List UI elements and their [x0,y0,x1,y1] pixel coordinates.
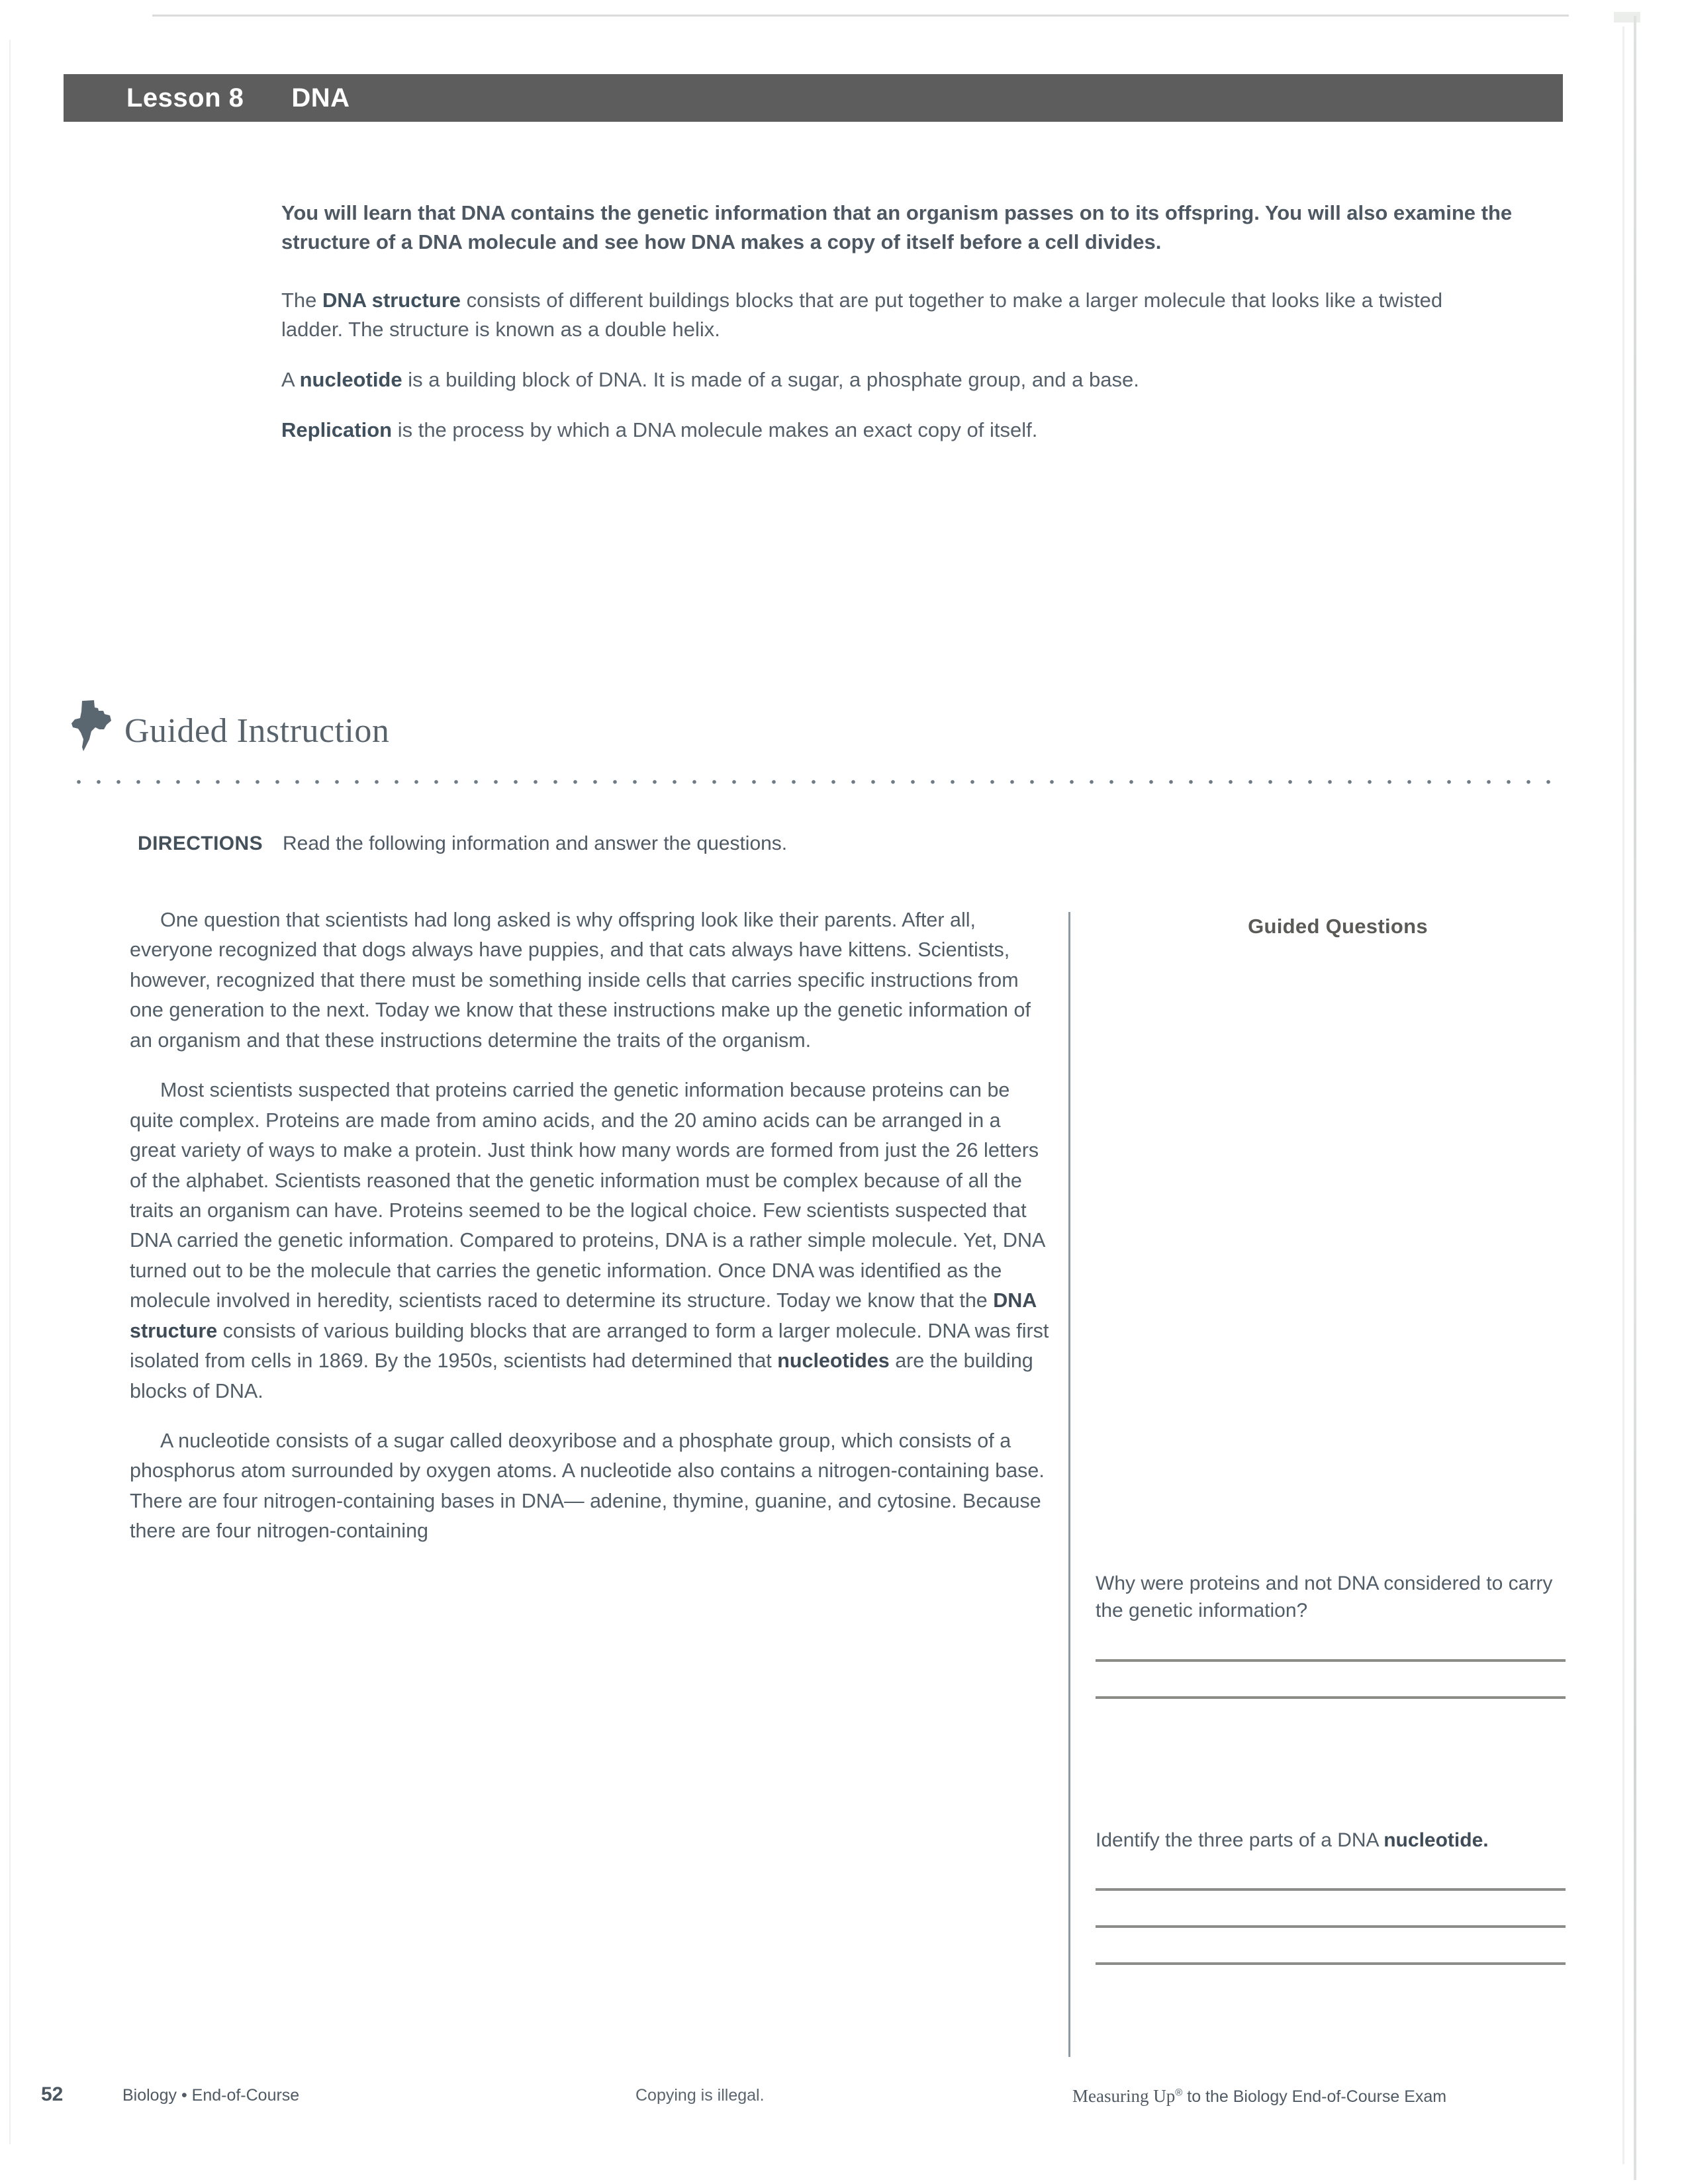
intro-block [281,199,1532,466]
lesson-banner [64,74,1563,122]
passage-paragraph-1: One question that scientists had long asked is why offspring look like their parents. After all, everyone recognized that dogs always have puppies, and that cats always have kittens. Scientists, however, recognized that there must be something inside cells that carries specific instructions from one generation to the next. Today we know that these instructions make up the genetic information of an organism and that these instructions determine the traits of the organism. [130,909,1031,1052]
guided-question-2 [1096,1827,1566,1965]
definition-dna-structure [281,286,1460,344]
def-term-nucleotide: nucleotide [299,368,402,392]
directions-row [138,833,787,855]
p2-part-b: consists of various building blocks that are arranged to form a larger molecule. DNA was first isolated from cells in 1869. By the 1950s, scientists had determined that [130,1319,1049,1373]
p2-bold-nucleotides: nucleotides [777,1349,890,1373]
def-lead-1: The [281,289,323,312]
p2-part-c: are the building blocks of DNA. [130,1349,1033,1402]
answer-line-q2-2[interactable] [1096,1925,1566,1928]
def-term-dna-structure: DNA structure [322,289,461,312]
guided-instruction-header [71,698,389,752]
passage-paragraph-3: A nucleotide consists of a sugar called deoxyribose and a phosphate group, which consists of a phosphorus atom surrounded by oxygen atoms. A nucleotide also contains a nitrogen-containing base. There are four nitrogen-containing bases in DNA— adenine, thymine, guanine, and cytosine. Because there are four nitrogen-containing [130,1430,1045,1543]
guided-question-1 [1096,1570,1566,1699]
reading-passage [130,905,1050,1567]
definition-nucleotide [281,365,1460,394]
def-rest-3: is the process by which a DNA molecule makes an exact copy of itself. [392,418,1038,442]
guided-question-1-text: Why were proteins and not DNA considered to carry the genetic information? [1096,1572,1553,1622]
answer-line-q1-1[interactable] [1096,1659,1566,1662]
footer-brand-name: Measuring Up [1072,2086,1176,2106]
def-rest-2: is a building block of DNA. It is made of a sugar, a phosphate group, and a base. [402,368,1139,392]
directions-label: DIRECTIONS [138,833,263,854]
scan-edge-right-secondary [1622,26,1624,2164]
p2-part-a: Most scientists suspected that proteins carried the genetic information because proteins can be quite complex. Proteins are made from amino acids, and the 20 amino acids can be arranged in a great variety of ways to make a protein. Just think how many words are formed from just the 26 letters of the alphabet. Scientists reasoned that the genetic information must be complex because of all the traits an organism can have. Proteins seemed to be the logical choice. Few scientists suspected that DNA carried the genetic information. Compared to proteins, DNA is a rather simple molecule. Yet, DNA turned out to be the molecule that carries the genetic information. Once DNA was identified as the molecule involved in heredity, scientists raced to determine its structure. Today we know that the [130,1079,1045,1312]
scan-edge-top [152,15,1569,17]
lesson-number: Lesson 8 [126,83,244,113]
lesson-objective: You will learn that DNA contains the genetic information that an organism passes on to its offspring. You will also examine the structure of a DNA molecule and see how DNA makes a copy of itself before a cell divides. [281,201,1513,254]
footer-brand-line [1072,2086,1446,2107]
guided-questions-panel [1096,905,1566,938]
scan-corner-artifact [1614,12,1640,23]
guided-instruction-title: Guided Instruction [124,712,390,750]
page-footer [0,2083,1688,2116]
guided-question-2-text [1096,1827,1566,1854]
gq2-bold-nucleotide: nucleotide. [1383,1829,1489,1851]
answer-line-q2-3[interactable] [1096,1962,1566,1965]
scan-edge-left [9,40,11,2144]
p2-bold-dna-structure: DNA structure [130,1289,1037,1342]
column-divider [1068,912,1070,2057]
texas-state-icon [71,698,119,752]
answer-line-q2-1[interactable] [1096,1888,1566,1891]
footer-course-label: Biology • End-of-Course [122,2086,300,2105]
lesson-title: DNA [291,83,350,113]
dotted-divider [69,780,1562,784]
footer-brand-tail: to the Biology End-of-Course Exam [1182,2087,1447,2106]
footer-copying-notice: Copying is illegal. [635,2086,765,2105]
def-rest-1: consists of different buildings blocks that are put together to make a larger molecule that looks like a twisted ladder. The structure is known as a double helix. [281,289,1443,341]
directions-text: Read the following information and answer the questions. [283,833,788,854]
page-number: 52 [41,2083,64,2105]
answer-line-q1-2[interactable] [1096,1696,1566,1699]
definition-replication [281,416,1460,445]
scan-edge-right [1634,16,1636,2180]
def-lead-2: A [281,368,300,392]
guided-questions-title: Guided Questions [1248,915,1428,938]
footer-brand-mark: ® [1175,2087,1183,2099]
def-term-replication: Replication [281,418,393,442]
gq2-lead: Identify the three parts of a DNA [1096,1829,1384,1851]
passage-paragraph-2 [130,1075,1050,1406]
